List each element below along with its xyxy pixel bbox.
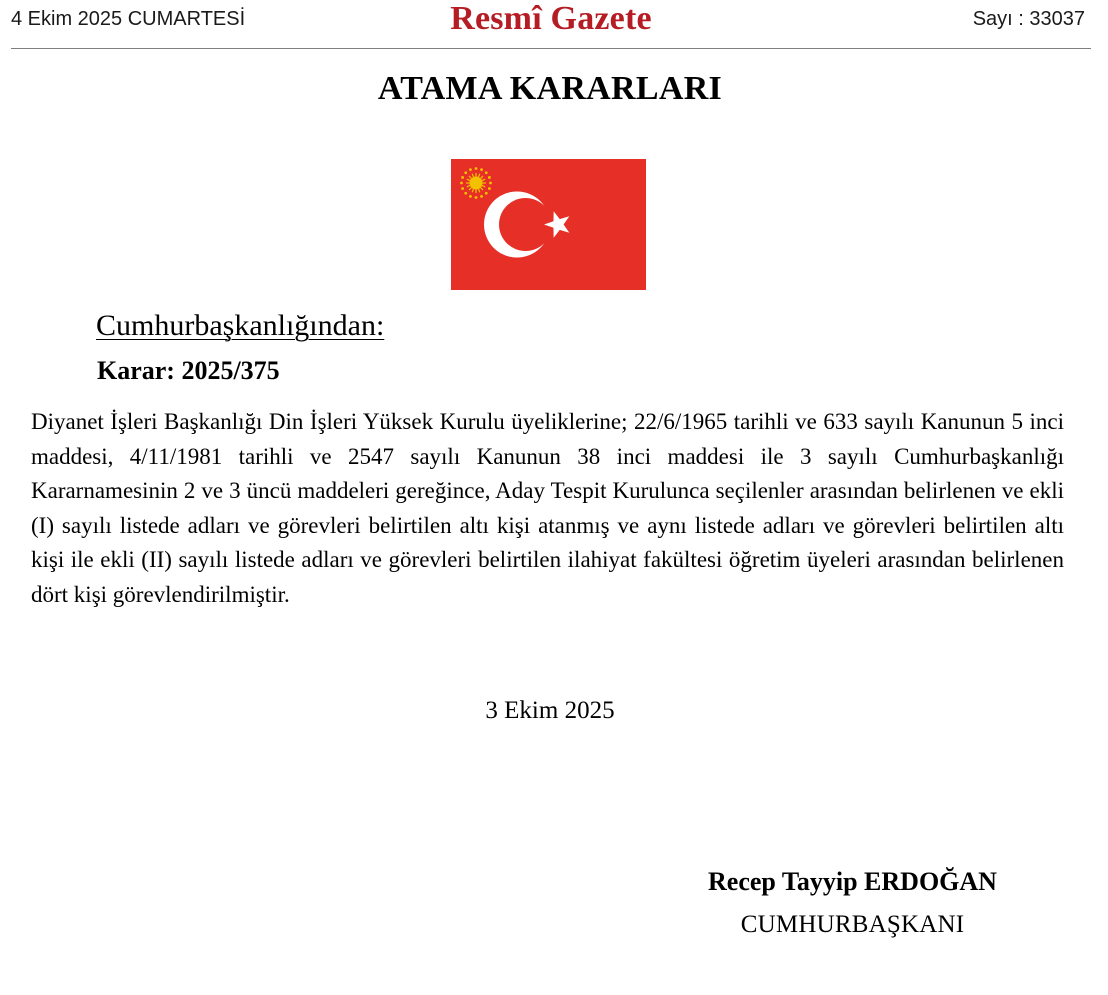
header-date: 4 Ekim 2025 CUMARTESİ [11,8,246,30]
decision-number: Karar: 2025/375 [97,356,280,385]
gazette-header [11,0,1091,49]
section-title: ATAMA KARARLARI [377,70,723,107]
signer-name: Recep Tayyip ERDOĞAN [708,867,997,896]
issue-number: Sayı : 33037 [972,8,1085,30]
signature-block [660,867,1045,939]
turkish-flag-icon [451,159,646,290]
decision-body-text: Diyanet İşleri Başkanlığı Din İşleri Yüksek Kurulu üyeliklerine; 22/6/1965 tarihli ve 633 sayılı Kanunun 5 inci maddesi, 4/11/1981 tarihli ve 2547 sayılı Kanunun 38 inci maddesi ile 3 sayılı Cumhurbaşkanlığı Kararnamesinin 2 ve 3 üncü maddeleri gereğince, Aday Tespit Kurulunca seçilenler arasından belirlenen ve ekli (I) sayılı listede adları ve görevleri belirtilen altı kişi atanmış ve aynı listede adları ve görevleri belirtilen altı kişi ile ekli (II) sayılı listede adları ve görevleri belirtilen ilahiyat fakültesi öğretim üyeleri arasından belirlenen dört kişi görevlendirilmiştir. [31,409,1064,607]
decision-date: 3 Ekim 2025 [485,697,615,724]
signer-title: CUMHURBAŞKANI [740,911,965,938]
gazette-title: Resmî Gazete [450,0,652,37]
issuing-authority: Cumhurbaşkanlığından: [96,309,385,342]
